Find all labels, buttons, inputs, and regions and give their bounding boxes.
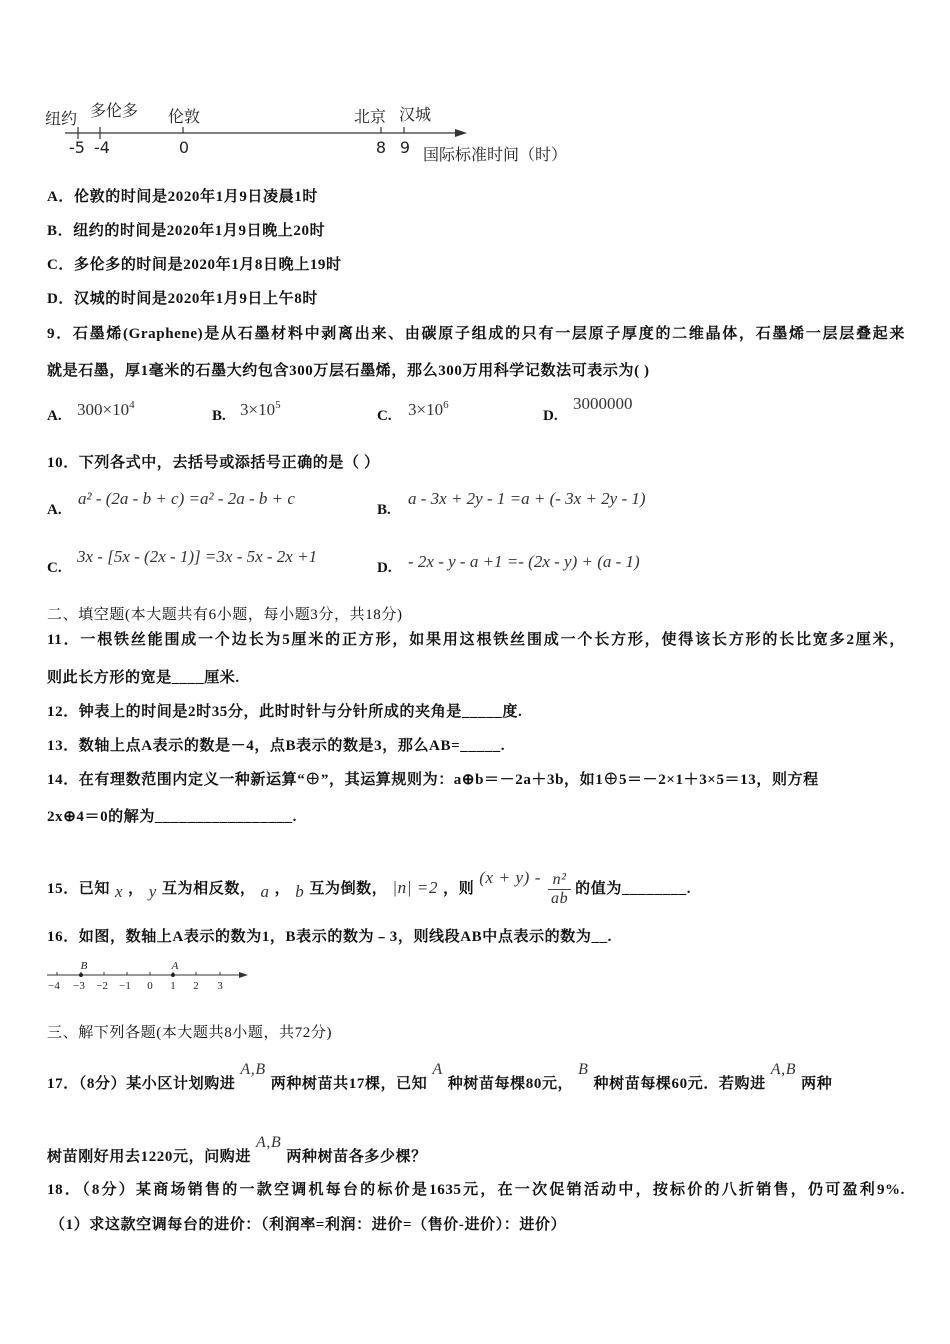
fraction-numerator: n²	[548, 871, 571, 890]
var-y: y	[148, 882, 157, 901]
tick-label: 2	[193, 980, 199, 992]
var-ab: A,B	[770, 1061, 797, 1078]
q8-option-a: A．伦敦的时间是2020年1月9日凌晨1时	[47, 189, 318, 205]
q9-option-c-formula	[408, 394, 449, 421]
point-b-dot	[79, 973, 83, 977]
q9-option-b-formula	[240, 394, 281, 421]
q17-text: 种树苗每棵60元．若购进	[593, 1076, 766, 1092]
q15-text: 互为相反数，	[161, 881, 256, 897]
q17-text: 两种树苗各多少棵？	[286, 1149, 427, 1165]
q8-option-b: B．纽约的时间是2020年1月9日晚上20时	[47, 223, 326, 239]
city-label-london: 伦敦	[168, 107, 201, 126]
abs-value-formula: |n| =2	[392, 878, 439, 897]
formula-base: 300×10	[77, 400, 130, 419]
city-label-seoul: 汉城	[399, 105, 432, 124]
q9-option-a-letter: A.	[47, 408, 62, 424]
sum-expression: (x + y) -	[479, 868, 541, 887]
fraction-denominator: ab	[550, 890, 569, 908]
q10-option-b-formula: a - 3x + 2y - 1 =a + (- 3x + 2y - 1)	[408, 489, 646, 508]
q10-option-a-formula: a² - (2a - b + c) =a² - 2a - b + c	[78, 489, 295, 508]
tick-label: 1	[170, 980, 176, 992]
tick-label: 9	[399, 138, 411, 157]
q15-text: ，则	[443, 881, 475, 897]
q15-text: 互为倒数，	[309, 881, 388, 897]
q16: 16．如图，数轴上A表示的数为1，B表示的数为﹣3，则线段AB中点表示的数为__.	[47, 929, 613, 945]
tick-label: 0	[178, 138, 190, 157]
var-a: a	[260, 882, 270, 901]
q9-option-a-formula	[77, 394, 135, 421]
q18-line1: 18．（8分）某商场销售的一款空调机每台的标价是1635元，在一次促销活动中，按标价的八折销售，仍可盈利9%.	[47, 1182, 905, 1198]
q10-stem: 10．下列各式中，去括号或添括号正确的是（ ）	[47, 455, 380, 471]
point-a-label: A	[171, 960, 179, 972]
q9-option-b-letter: B.	[212, 408, 226, 424]
q8-option-d: D．汉城的时间是2020年1月9日上午8时	[47, 291, 318, 307]
var-x: x	[115, 882, 124, 901]
q14-line1: 14．在有理数范围内定义一种新运算“⊕”，其运算规则为：a⊕b＝－2a＋3b，如1⊕5＝－2×1＋3×5＝13，则方程	[47, 772, 819, 788]
q10-option-c-formula: 3x - [5x - (2x - 1)] =3x - 5x - 2x +1	[77, 547, 318, 566]
q18-subquestion-1: （1）求这款空调每台的进价：（利润率=利润：进价=（售价-进价）：进价）	[50, 1217, 567, 1233]
point-a-dot	[171, 973, 175, 977]
q10-option-b-letter: B.	[377, 502, 391, 518]
city-label-beijing: 北京	[354, 107, 387, 126]
q17-line1	[47, 1059, 833, 1092]
q12: 12．钟表上的时间是2时35分，此时时针与分针所成的夹角是_____度.	[47, 704, 523, 720]
tick-label: −2	[96, 980, 108, 992]
formula-exponent: 6	[443, 399, 449, 411]
var-a: A	[432, 1061, 443, 1078]
axis-arrow	[239, 972, 248, 978]
q17-text: 两种	[801, 1076, 833, 1092]
var-ab: A,B	[256, 1134, 282, 1151]
axis-label: 国际标准时间（时）	[423, 145, 568, 164]
q15-text: ，	[128, 881, 144, 897]
q10-option-c-letter: C.	[47, 560, 62, 576]
formula-exponent: 5	[275, 399, 281, 411]
q11-line1: 11．一根铁丝能围成一个边长为5厘米的正方形，如果用这根铁丝围成一个长方形，使得该长方形的长比宽多2厘米，	[47, 632, 905, 648]
q9-stem-line2: 就是石墨，厚1毫米的石墨大约包含300万层石墨烯，那么300万用科学记数法可表示为( )	[47, 363, 650, 379]
q9-stem-line1: 9．石墨烯(Graphene)是从石墨材料中剥离出来、由碳原子组成的只有一层原子厚度的二维晶体，石墨烯一层层叠起来	[47, 326, 905, 342]
q15-text: ，	[274, 881, 291, 897]
q15-line2: 2x⊕4＝0的解为_________________.	[47, 809, 298, 825]
q9-option-c-letter: C.	[377, 408, 392, 424]
q16-number-line	[40, 955, 260, 995]
q8-option-c: C．多伦多的时间是2020年1月8日晚上19时	[47, 257, 342, 273]
tick-label: −3	[73, 980, 85, 992]
q17-text: 两种树苗共17棵，已知	[270, 1076, 428, 1092]
q15	[47, 858, 692, 908]
q15-text: 的值为________.	[575, 881, 692, 897]
formula-base: 3×10	[240, 400, 276, 419]
axis-arrow	[455, 129, 467, 137]
var-ab: A,B	[240, 1061, 266, 1078]
q17-text: 17．（8分）某小区计划购进	[47, 1076, 236, 1092]
q10-option-d-formula: - 2x - y - a +1 =- (2x - y) + (a - 1)	[408, 552, 640, 571]
fraction	[548, 871, 571, 908]
time-zone-number-line	[0, 0, 950, 175]
section-2-heading: 二、填空题(本大题共有6小题，每小题3分，共18分)	[47, 607, 403, 623]
q15-text: 15．已知	[47, 881, 111, 897]
q13: 13．数轴上点A表示的数是－4，点B表示的数是3，那么AB=_____.	[47, 738, 506, 754]
formula-exponent: 4	[129, 399, 135, 411]
q17-text: 树苗刚好用去1220元，问购进	[47, 1149, 252, 1165]
tick-label: −1	[119, 980, 131, 992]
q10-option-d-letter: D.	[377, 560, 392, 576]
q9-option-d-formula: 3000000	[573, 394, 633, 413]
q9-option-d-letter: D.	[543, 408, 558, 424]
tick-label: 3	[217, 980, 223, 992]
q17-line2	[47, 1132, 427, 1165]
q10-option-a-letter: A.	[47, 502, 62, 518]
tick-label: 0	[147, 980, 153, 992]
city-label-new-york: 纽约	[45, 109, 78, 128]
point-b-label: B	[80, 960, 88, 972]
q17-text: 种树苗每棵80元，	[447, 1076, 574, 1092]
var-b: b	[295, 882, 305, 901]
tick-label: -4	[94, 138, 110, 157]
formula-base: 3×10	[408, 400, 444, 419]
q11-line2: 则此长方形的宽是____厘米.	[47, 670, 240, 686]
tick-label: 8	[375, 138, 387, 157]
var-b: B	[578, 1061, 589, 1078]
city-label-toronto: 多伦多	[90, 101, 139, 120]
tick-label: -5	[69, 138, 85, 157]
section-3-heading: 三、解下列各题(本大题共8小题，共72分)	[47, 1025, 333, 1041]
tick-label: −4	[48, 980, 60, 992]
